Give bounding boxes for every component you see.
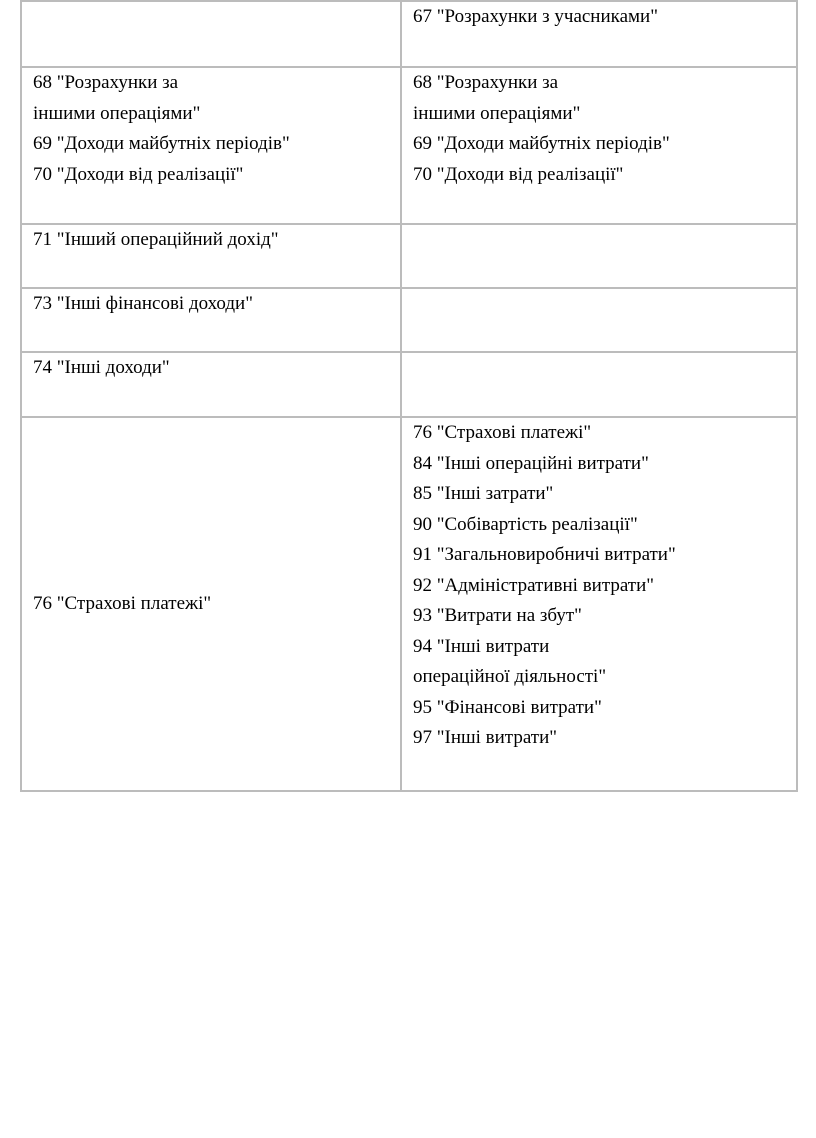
- cell-text-line: 92 "Адміністративні витрати": [413, 574, 655, 596]
- table-cell-right: [401, 67, 797, 224]
- cell-text-line: 68 "Розрахунки за: [33, 72, 179, 93]
- table-cell-right: [401, 224, 797, 288]
- cell-text-line: 74 "Інші доходи": [33, 357, 170, 378]
- cell-text-line: 71 "Інший операційний дохід": [33, 229, 279, 250]
- table-cell-left: [21, 288, 401, 352]
- cell-text-line: 85 "Інші затрати": [413, 483, 554, 504]
- table-cell-left: [21, 67, 401, 224]
- cell-text-line: 67 "Розрахунки з учасниками": [413, 6, 658, 27]
- cell-text-line: операційної діяльності": [413, 666, 607, 687]
- table-cell-right: [401, 417, 797, 791]
- cell-text-line: іншими операціями": [413, 102, 581, 124]
- cell-text-line: 70 "Доходи від реалізації": [33, 163, 244, 185]
- table-row: [21, 1, 797, 67]
- table-row: [21, 352, 797, 417]
- cell-text-line: 84 "Інші операційні витрати": [413, 452, 649, 474]
- table-row: [21, 224, 797, 288]
- cell-text-line: 94 "Інші витрати: [413, 635, 550, 657]
- table-cell-right: [401, 352, 797, 417]
- cell-text-line: 73 "Інші фінансові доходи": [33, 293, 253, 314]
- table-cell-left: [21, 1, 401, 67]
- cell-text-line: іншими операціями": [33, 102, 201, 124]
- cell-text-line: 95 "Фінансові витрати": [413, 696, 602, 718]
- table-row: [21, 67, 797, 224]
- table-row: [21, 417, 797, 791]
- table-cell-left: [21, 417, 401, 791]
- cell-text-line: 68 "Розрахунки за: [413, 72, 559, 93]
- table-cell-left: [21, 352, 401, 417]
- accounts-correspondence-table: [20, 0, 798, 792]
- cell-text-line: 69 "Доходи майбутніх періодів": [413, 133, 670, 154]
- table-cell-left: [21, 224, 401, 288]
- cell-text-line: 97 "Інші витрати": [413, 727, 558, 748]
- cell-text-line: 93 "Витрати на збут": [413, 605, 582, 626]
- table-row: [21, 288, 797, 352]
- table-cell-right: [401, 288, 797, 352]
- cell-text-line: 90 "Собівартість реалізації": [413, 513, 638, 535]
- cell-text-line: 76 "Страхові платежі": [33, 592, 212, 614]
- cell-text-line: 76 "Страхові платежі": [413, 422, 592, 443]
- cell-text-line: 69 "Доходи майбутніх періодів": [33, 133, 290, 154]
- cell-text-line: 91 "Загальновиробничі витрати": [413, 544, 676, 565]
- table-cell-right: [401, 1, 797, 67]
- cell-text-line: 70 "Доходи від реалізації": [413, 163, 624, 185]
